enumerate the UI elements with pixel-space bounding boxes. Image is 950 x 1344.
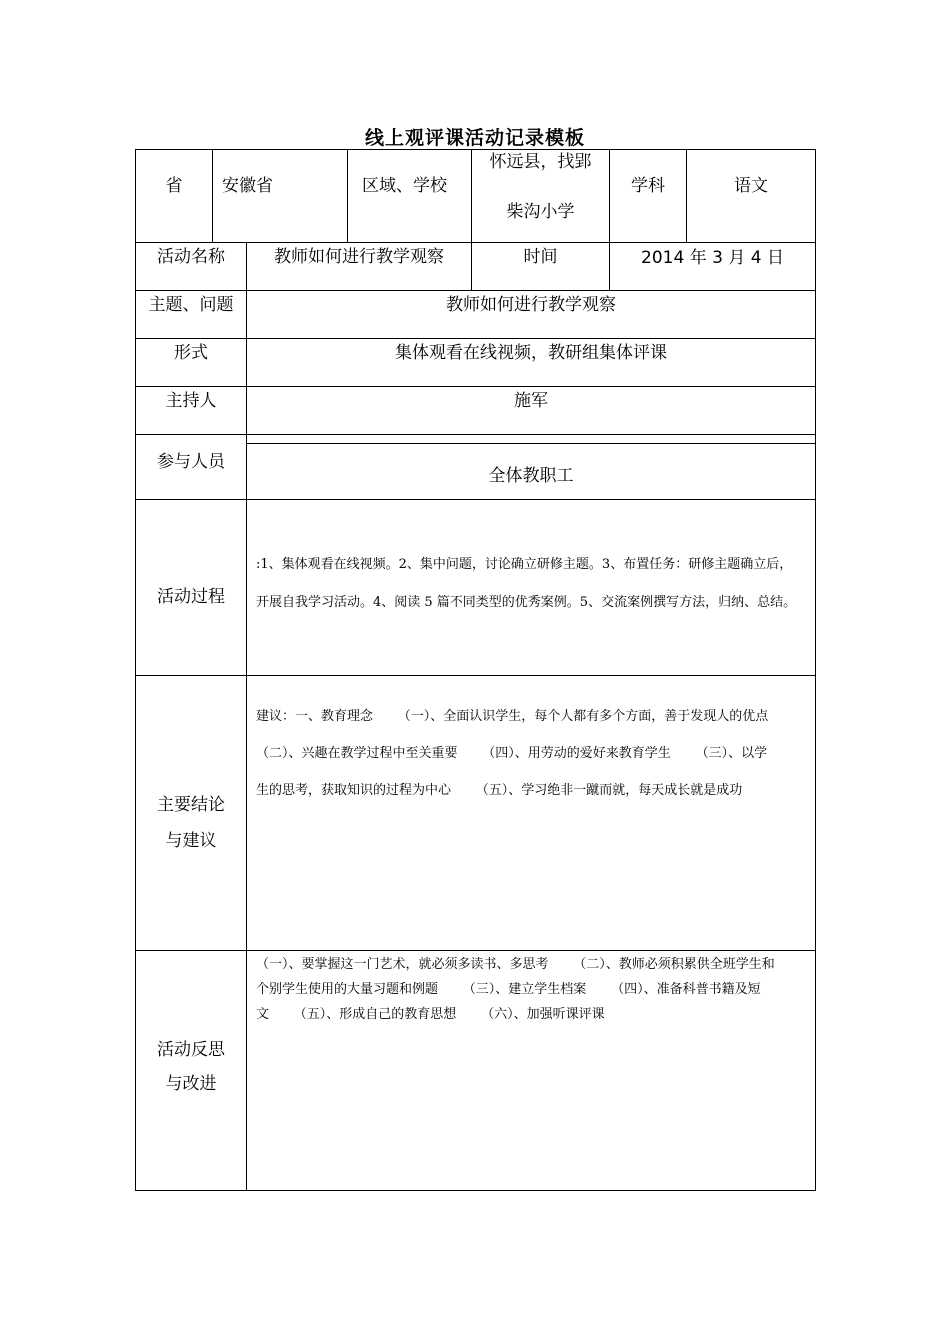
participants-value: 全体教职工 <box>488 466 574 486</box>
row-divider <box>135 675 816 676</box>
form-value: 集体观看在线视频，教研组集体评课 <box>395 343 667 363</box>
row-divider <box>135 338 816 339</box>
reflection-text-line2: 个别学生使用的大量习题和例题 （三）、建立学生档案 （四）、准备科普书籍及短 <box>256 982 761 997</box>
region-value-line2: 柴沟小学 <box>506 202 575 222</box>
conclusion-text-line3: 生的思考，获取知识的过程为中心 （五）、学习绝非一蹴而就，每天成长就是成功 <box>256 783 743 798</box>
process-label: 活动过程 <box>157 587 225 607</box>
conclusion-label-line1: 主要结论 <box>157 795 225 815</box>
row-divider <box>246 443 816 444</box>
column-divider <box>347 149 348 243</box>
time-value: 2014 年 3 月 4 日 <box>641 248 784 268</box>
row-divider <box>135 290 816 291</box>
row-divider <box>135 499 816 500</box>
reflection-text-line3: 文 （五）、形成自己的教育思想 （六）、加强听课评课 <box>256 1007 605 1022</box>
region-label: 区域、学校 <box>362 176 447 196</box>
table-border-right <box>815 149 816 1191</box>
page-title: 线上观评课活动记录模板 <box>364 127 585 149</box>
province-value: 安徽省 <box>222 176 273 196</box>
conclusion-text-line2: （二）、兴趣在教学过程中至关重要 （四）、用劳动的爱好来教育学生 （三）、以学 <box>256 746 768 761</box>
row-divider <box>135 950 816 951</box>
time-label: 时间 <box>523 247 558 267</box>
row-divider <box>135 386 816 387</box>
host-value: 施军 <box>514 391 548 411</box>
process-text-line1: :1、集体观看在线视频。2、集中问题，讨论确立研修主题。3、布置任务：研修主题确立后， <box>256 557 793 572</box>
conclusion-label-line2: 与建议 <box>165 831 217 851</box>
form-label: 形式 <box>174 343 208 363</box>
row-divider <box>135 242 816 243</box>
activity-name-value: 教师如何进行教学观察 <box>274 247 444 267</box>
column-divider <box>212 149 213 243</box>
topic-value: 教师如何进行教学观察 <box>446 295 616 315</box>
row-divider <box>135 434 816 435</box>
host-label: 主持人 <box>165 391 217 411</box>
topic-label: 主题、问题 <box>148 295 234 315</box>
column-divider <box>609 149 610 291</box>
table-border-bottom <box>135 1190 816 1191</box>
subject-label: 学科 <box>631 176 665 196</box>
subject-value: 语文 <box>734 176 768 196</box>
participants-label: 参与人员 <box>157 452 225 472</box>
conclusion-text-line1: 建议：一、教育理念 （一）、全面认识学生，每个人都有多个方面，善于发现人的优点 <box>256 709 769 724</box>
label-column-divider <box>246 242 247 1191</box>
region-value-line1: 怀远县，找郢 <box>489 152 592 172</box>
province-label: 省 <box>165 176 183 196</box>
activity-name-label: 活动名称 <box>157 247 225 267</box>
table-border-top <box>135 149 816 150</box>
reflection-label-line2: 与改进 <box>165 1074 217 1094</box>
reflection-label-line1: 活动反思 <box>157 1040 225 1060</box>
reflection-text-line1: （一）、要掌握这一门艺术，就必须多读书、多思考 （二）、教师必须积累供全班学生和 <box>256 957 775 972</box>
process-text-line2: 开展自我学习活动。4、阅读 5 篇不同类型的优秀案例。5、交流案例撰写方法，归纳、总结。 <box>256 595 797 610</box>
